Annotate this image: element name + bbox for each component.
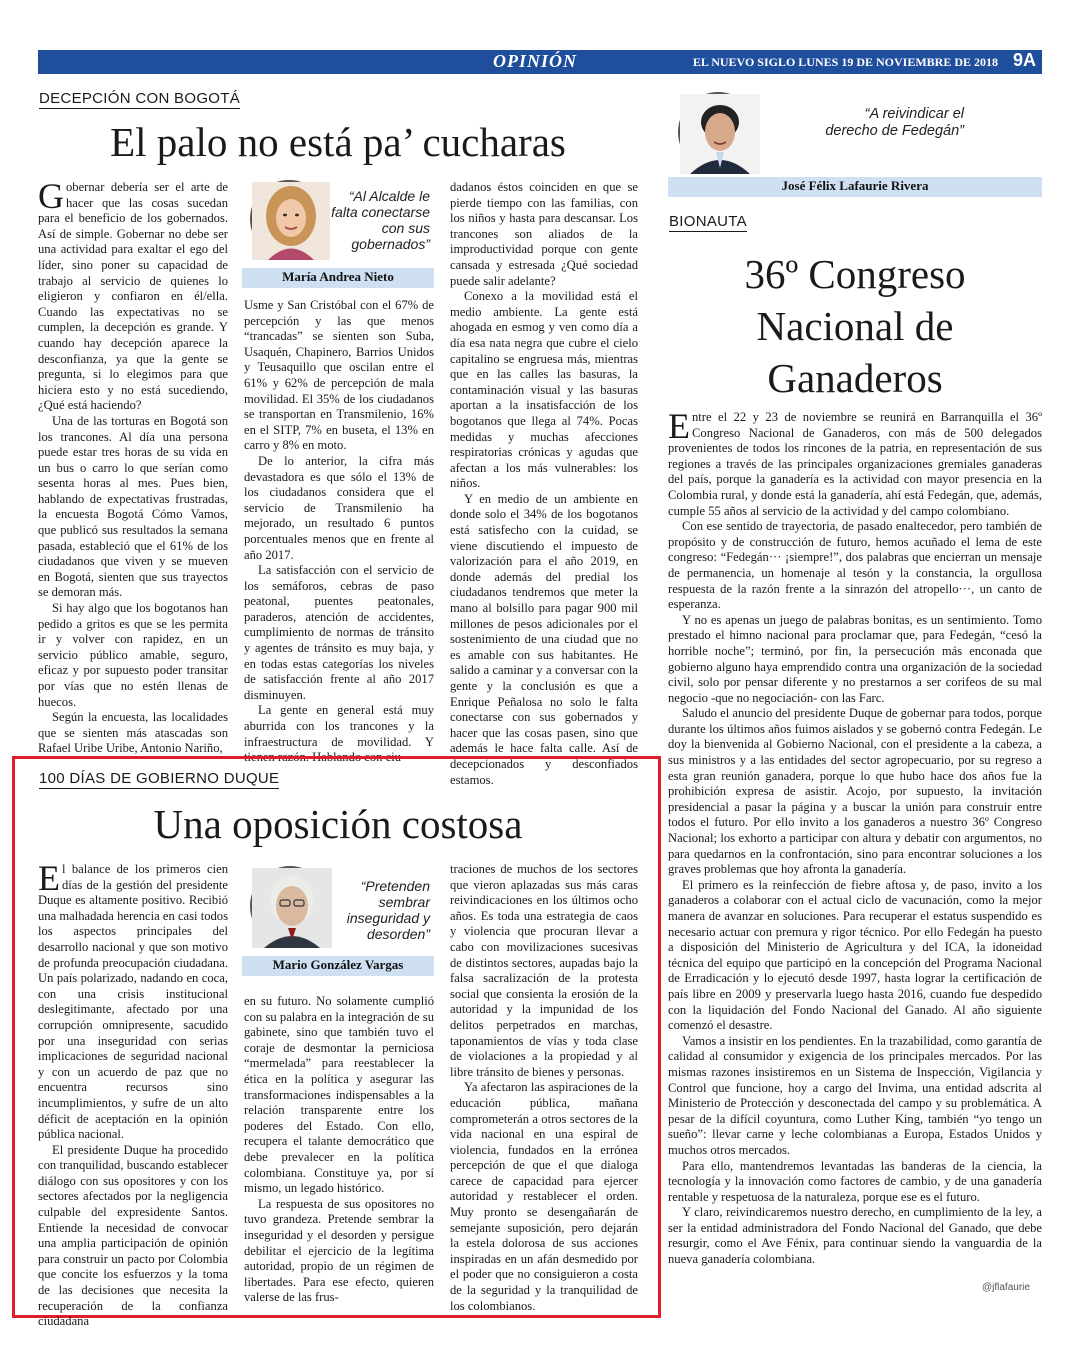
article3-para: Con ese sentido de trayectoria, de pasado enaltecedor, pero también de propósito y de construcción de futuro, hemos acuñado el lema de este congreso: “Fedegán··· ¡siempre!”, dos palabras que encierran un mensaje de permanencia, un homenaje al tesón y la constancia, la orgullosa respuesta de la razón frente a la sinrazón del atropello···, un canto de esperanza. — [668, 519, 1042, 612]
article1-col2 — [244, 298, 434, 765]
article1-col1 — [38, 176, 228, 756]
article2-title: Una oposición costosa — [153, 801, 523, 847]
page-number: 9A — [1012, 50, 1036, 70]
article2-col3-para: traciones de muchos de los sectores que vieron aplazadas sus más caras reivindicaciones en los últimos ocho años. Es toda una estrategia de caos y violencia que procuran llevar a cabo con movilizaciones sucesivas de distintos sectores, aupadas bajo la falsa sacralización de la protesta social que consienta la erosión de la autoridad y la impunidad de los delitos perpetrados en marchas, taponamientos de vías y toda clase de violaciones a la propiedad y al libre tránsito de bienes y personas. — [450, 862, 638, 1079]
article1-col2-para: La gente en general está muy aburrida con los trancones y la infraestructura de movilidad. Y tienen razón. Hablando con ciu- — [244, 703, 434, 765]
author-name: Mario González Vargas — [242, 956, 434, 976]
dropcap: E — [38, 858, 60, 898]
article1-col3-para: Conexo a la movilidad está el medio ambiente. La gente está ahogada en esmog y ven como día a día esa nata negra que cubre el cielo capitalino se engruesa más, mientras que en las calles las basuras, la contaminación visual y las basuras aportan a la insatisfacción de los bogotanos que llega al 74%. Pocas medidas y muchas afecciones respiratorias crónicas y agudas que afectan a los más vulnerables: los niños. — [450, 289, 638, 491]
article1-col3 — [450, 180, 638, 787]
article3-kicker: BIONAUTA — [669, 213, 747, 230]
author-name: María Andrea Nieto — [242, 268, 434, 288]
article3-para: Entre el 22 y 23 de noviembre se reunirá en Barranquilla el 36º Congreso Nacional de Ganaderos, con más de 500 delegados provenientes de todos los rincones de la patria, en representación de sus regiones a través de las principales organizaciones gremiales ganaderas del país, porque la ganadería es la actividad con mayor presencia en la Colombia rural, y donde está la ganadería, ahí está Fedegán, que, además, cumple 55 años al servicio de la actividad y del campo colombiano. — [668, 406, 1042, 518]
pull-quote: “Al Alcalde le falta conectarse con sus gobernados” — [331, 188, 430, 252]
article2-col1 — [38, 858, 228, 1329]
article1-col1-para: Según la encuesta, las localidades que se sienten más atascadas son Rafael Uribe Uribe, Antonio Nariño, — [38, 710, 228, 756]
article3-body — [668, 406, 1042, 1282]
dropcap: G — [38, 176, 64, 216]
section-name: OPINIÓN — [493, 51, 578, 71]
article3-para: Vamos a insistir en los pendientes. En la trazabilidad, como garantía de calidad al consumidor y exigencia de los principales mercados. Por las mismas razones insistiremos en un Sistema de Inspección, Vigilancia y Control que funcione, hoy a cargo del Invima, una entidad adscrita al Ministerio de Protección y desconectada del campo y su problemática. A pesar de la difícil coyuntura, como Luther King, también “yo tengo un sueño”: llevar carne y leche colombianas a Europa, Estados Unidos y muchos otros mercados. — [668, 1033, 1042, 1157]
author-handle: @jflafaurie — [982, 1282, 1030, 1293]
pull-quote: “Pretenden sembrar inseguridad y desorden” — [346, 878, 430, 942]
dropcap: E — [668, 406, 690, 446]
article2-col1-para: El balance de los primeros cien días de la gestión del presidente Duque es altamente positivo. Recibió una malhadada herencia en casi todos los aspectos principales del desarrollo nacional y que son motivo de profunda preocupación ciudadana. Un país polarizado, nadando en coca, con una crisis institucional deslegitimante, afectado por una corrupción omnipresente, sacudido por una inseguridad con serias implicaciones de seguridad nacional y con un acuerdo de paz que no encuentra recursos sino incumplimientos, y sufre de un alto déficit de aceptación en la opinión pública nacional. — [38, 858, 228, 1142]
article1-col1-para: Gobernar debería ser el arte de hacer que las cosas sucedan para el beneficio de los gobernados. Así de simple. Gobernar no debe ser una actividad para exaltar el ego del líder, sino poner su capacidad de trabajo al servicio de quienes lo eligieron y confiaron en él/ella. Cuando las expectativas no se cumplen, la decepción es grande. Y cuando hay decepción aparece la desconfianza, ya que la gente se pregunta, si lo elegimos para que hiciera esto y no está sucediendo, ¿Qué está haciendo? — [38, 176, 228, 413]
newspaper-date: EL NUEVO SIGLO LUNES 19 DE NOVIEMBRE DE 2018 — [692, 55, 998, 69]
author-portrait — [250, 866, 330, 946]
article3-para: Para ello, mantendremos levantadas las banderas de la ciencia, la tecnología y la innovación como factores de cambio, y de una ganadería rentable y respetuosa de la naturaleza, porque ese es el futuro. — [668, 1158, 1042, 1204]
author-portrait — [678, 92, 758, 172]
article2-byline — [242, 862, 434, 978]
article1-col3-para: Y en medio de un ambiente en donde solo el 34% de los bogotanos está satisfecho con la cuidad, se viene discutiendo el impuesto de valorización para el año 2019, en donde además del predial los ciudadanos tendremos que meter la mano al bolsillo para pagar 900 mil millones de pesos adicionales por el sostenimiento de una ciudad que no es amable con sus habitantes. He salido a caminar y a conversar con la gente y la conclusión es que a Enrique Peñalosa no solo le falta conectarse con sus gobernados y hacer que las cosas pasen, sino que además le hace falta calle. Así de decepcionados y desconfiados estamos. — [450, 491, 638, 787]
article3-title — [668, 248, 1042, 404]
title-line: 36º Congreso — [744, 251, 966, 297]
article2-kicker: 100 DÍAS DE GOBIERNO DUQUE — [39, 770, 280, 787]
article3-para: Y claro, reivindicaremos nuestro derecho, en cumplimiento de la ley, a ser la entidad administradora del Fondo Nacional del Ganado, que debe resurgir, como el Ave Fénix, para continuar siendo la vanguardia de la nueva ganadería colombiana. — [668, 1205, 1042, 1267]
article2-col3 — [450, 862, 638, 1313]
article2-col2-para: La respuesta de sus opositores no tuvo grandeza. Pretende sembrar la inseguridad y el desorden y persigue debilitar el ejercicio de la legítima autoridad, propio de un régimen de libertades. Para ese efecto, quieren valerse de las frus- — [244, 1196, 434, 1305]
article1-col1-para: Si hay algo que los bogotanos han pedido a gritos es que se les permita ir y volver con rapidez, en un servicio público amable, seguro, eficaz y por supuesto poder transitar por vías que no estén llenas de huecos. — [38, 601, 228, 709]
title-line: Nacional de — [756, 303, 954, 349]
article1-col2-para: Usme y San Cristóbal con el 67% de percepción y las que menos “trancadas” se sienten son Suba, Usaquén, Chapinero, Barrios Unidos y Teusaquillo que oscilan entre el 61% y 62% de percepción de mala movilidad. El 35% de los ciudadanos se transportan en Transmilenio, 16% en el SITP, 7% en buseta, el 13% en carro y 8% en moto. — [244, 298, 434, 453]
article2-col2 — [244, 994, 434, 1305]
article1-col2-para: La satisfacción con el servicio de los semáforos, cebras de paso peatonal, puentes peatonales, paraderos, atención de accidentes, cumplimiento de normas de tránsito y agentes de tránsito es muy baja, y en todas estas categorías los niveles de satisfacción frente al año 2017 disminuyen. — [244, 563, 434, 702]
pull-quote: “A reivindicar el derecho de Fedegán” — [825, 106, 964, 139]
article2-col2-para: en su futuro. No solamente cumplió con su palabra en la integración de su gabinete, sino que también tuvo el coraje de desmontar la perniciosa “mermelada” para reestablecer la ética en la política y asegurar las transformaciones indispensables a la relación transparente entre los poderes del Estado. Con ello, recupera el talante democrático que debe prevalecer en la política colombiana. Constituye ya, por sí mismo, un legado histórico. — [244, 994, 434, 1196]
article3-para: Y no es apenas un juego de palabras bonitas, es un sentimiento. Tomo prestado el himno nacional para proclamar que, para Fedegán, “cesó la horrible noche”; terminó, por fin, la persecución más enconada que gobierno alguno haya emprendido contra una organización de la sociedad civil, solo por pensar diferente y no prestarnos a ser corifeos de su mal negocio -que no negociación- con las Farc. — [668, 612, 1042, 705]
article1-byline — [242, 178, 434, 290]
article1-kicker: DECEPCIÓN CON BOGOTÁ — [39, 90, 241, 107]
author-portrait — [250, 180, 328, 258]
article3-para: El primero es la reinfección de fiebre aftosa y, de paso, invito a los ganaderos a colaborar con el actual ciclo de vacunación, como la mejor manera de avanzar en soluciones. Para recuperar el estatus suspendido es necesario actuar con premura y rigor técnico. Por ello Fedegán ha puesto a disposición del Ministerio de Agricultura y del ICA, la idoneidad técnica del equipo que participó en la concepción del Programa Nacional de Erradicación y lo ejecutó desde 1997, hasta lograr la certificación de país libre en 2009 y preservarla luego hasta 2016, cuando fue despedido con la liquidación del Fondo Nacional del Ganado. Al año siguiente comenzó el desastre. — [668, 877, 1042, 1033]
title-line: Ganaderos — [767, 355, 943, 401]
article1-col2-para: De lo anterior, la cifra más devastadora es que sólo el 13% de los ciudadanos considera que el servicio de Transmilenio ha mejorado, un resultado 6 puntos porcentuales menos que en frente al año 2017. — [244, 453, 434, 562]
article1-col1-para: Una de las torturas en Bogotá son los trancones. Al día una persona puede estar tres horas de su vida en un bus o carro lo que serían como sesenta horas al mes. Pues bien, hablando de expectativas frustradas, la encuesta Bogotá Cómo Vamos, que publicó sus resultados la semana pasada, estableció que el 61% de los ciudadanos que viven y se mueven en Bogotá, sienten que sus trayectos se demoran más. — [38, 413, 228, 600]
article1-title: El palo no está pa’ cucharas — [110, 119, 566, 165]
article3-para: Saludo el anuncio del presidente Duque de gobernar para todos, porque durante los últimos años fuimos aislados y se gobernó contra Fedegán. Le doy la bienvenida al Gobierno Nacional, con el presidente a la cabeza, a sus ministros y a las entidades del sector agropecuario, por su regreso a esta gran reunión ganadera, porque lo que hubo hace dos años fue la prohibición expresa de asistir. Acojo, por supuesto, la invitación presidencial a pasar la página y a buscar la unión para construir entre todos el futuro. Por ello invito a los ganaderos a nuestro 36º Congreso Nacional; los exhorto a participar con altura y debatir con argumentos, no para quedarnos en la confrontación, sino para encontrar soluciones a los graves problemas que hoy afronta la ganadería. — [668, 706, 1042, 877]
article2-col3-para: Ya afectaron las aspiraciones de la educación pública, mañana comprometerán a otros sectores de la vida nacional en una espiral de violencia, fundados en la errónea percepción de que el que dialoga carece de capacidad para ejercer autoridad y restablecer el orden. Muy pronto se desengañarán de semejante suposición, pero dejarán la estela dolorosa de sus acciones inspiradas en un afán desmedido por el poder que no consiguieron a costa de la seguridad y la tranquilidad de los colombianos. — [450, 1080, 638, 1313]
section-header — [38, 50, 1042, 74]
article2-col1-para: El presidente Duque ha procedido con tranquilidad, buscando establecer diálogo con sus opositores y con los sectores afectados por la negligencia culpable del expresidente Santos. Entiende la necesidad de convocar una amplia participación de opinión para construir un pacto por Colombia que concite los esfuerzos y la toma de las decisiones que necesita la recuperación de la confianza ciudadana — [38, 1142, 228, 1329]
article1-col3-para: dadanos éstos coinciden en que se pierde tiempo con las familias, con los niños y hasta para descansar. Los trancones son aliados de la improductividad porque con gente cansada y estresada ¿Qué sociedad puede salir adelante? — [450, 180, 638, 288]
author-name: José Félix Lafaurie Rivera — [668, 177, 1042, 197]
article3-byline — [668, 88, 1042, 198]
